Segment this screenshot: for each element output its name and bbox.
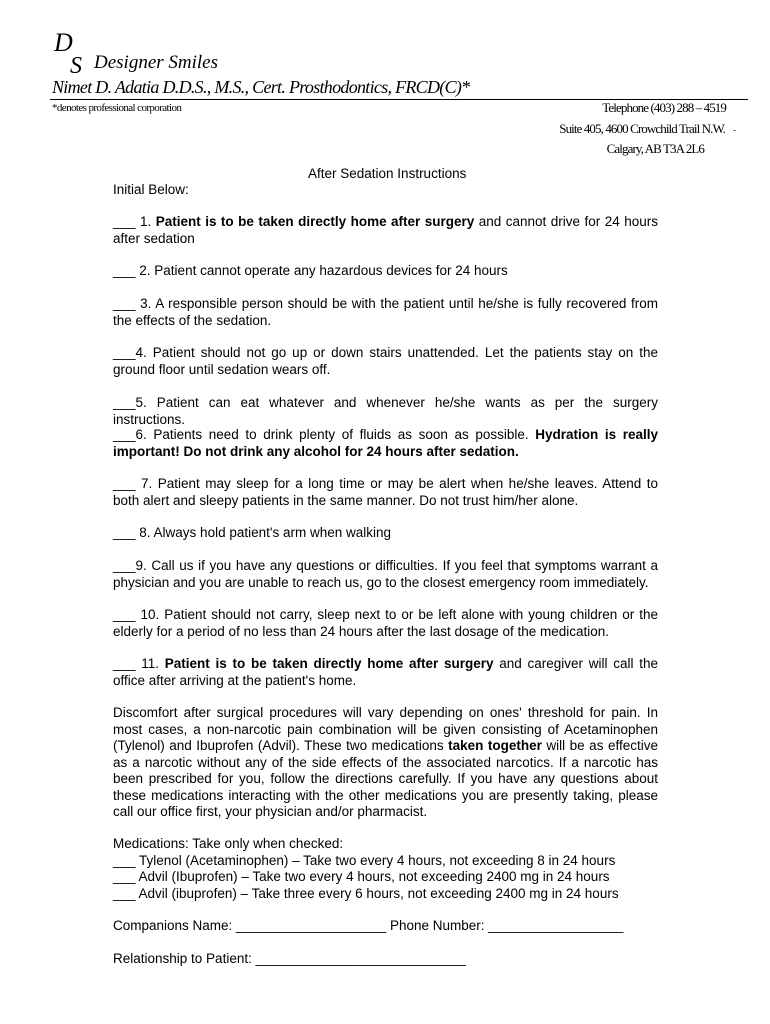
medications-heading: Medications: Take only when checked:	[113, 836, 344, 851]
initial-below-label: Initial Below:	[113, 182, 189, 197]
address-city: Calgary, AB T3A 2L6	[606, 141, 704, 156]
stray-mark: -	[733, 125, 736, 135]
instruction-item-8: ___ 8. Always hold patient's arm when walking	[113, 525, 391, 540]
instruction-item-3: ___ 3. A responsible person should be with the patient until he/she is fully recovered from the effects of the sedation.	[113, 296, 658, 328]
brand-name: Designer Smiles	[94, 52, 219, 73]
telephone: Telephone (403) 288 – 4519	[602, 100, 726, 115]
instruction-item-2: ___ 2. Patient cannot operate any hazardous devices for 24 hours	[113, 263, 508, 278]
instruction-item-6: ___6. Patients need to drink plenty of fluids as soon as possible. Hydration is really important! Do not drink any alcohol for 24 hours after sedation.	[113, 427, 658, 459]
instruction-item-4: ___4. Patient should not go up or down stairs unattended. Let the patients stay on the ground floor until sedation wears off.	[113, 345, 658, 377]
instruction-item-1: ___ 1. Patient is to be taken directly home after surgery and cannot drive for 24 hours after sedation	[113, 214, 658, 246]
medication-tylenol: ___ Tylenol (Acetaminophen) – Take two every 4 hours, not exceeding 8 in 24 hours	[113, 853, 616, 868]
doctor-credentials: Nimet D. Adatia D.D.S., M.S., Cert. Prosthodontics, FRCD(C)*	[52, 77, 470, 97]
instruction-item-11: ___ 11. Patient is to be taken directly home after surgery and caregiver will call the office after arriving at the patient's home.	[113, 656, 658, 688]
medication-advil-three: ___ Advil (ibuprofen) – Take three every 6 hours, not exceeding 2400 mg in 24 hours	[113, 886, 619, 901]
svg-text:D: D	[54, 28, 73, 57]
document-title: After Sedation Instructions	[308, 166, 467, 181]
instruction-item-5: ___5. Patient can eat whatever and whenever he/she wants as per the surgery instructions.	[113, 395, 658, 427]
medication-advil-two: ___ Advil (Ibuprofen) – Take two every 4 hours, not exceeding 2400 mg in 24 hours	[113, 869, 610, 884]
instruction-item-10: ___ 10. Patient should not carry, sleep next to or be left alone with young children or the elderly for a period of no less than 24 hours after the last dosage of the medication.	[113, 607, 658, 639]
corporation-note: *denotes professional corporation	[52, 102, 182, 114]
companion-name-phone-line: Companions Name: ____________________ Phone Number: __________________	[113, 918, 624, 933]
instruction-item-7: ___ 7. Patient may sleep for a long time or may be alert when he/she leaves. Attend to both alert and sleepy patients in the same manner. Do not trust him/her alone.	[113, 476, 658, 508]
address-suite: Suite 405, 4600 Crowchild Trail N.W.	[559, 121, 725, 136]
designer-smiles-logo	[52, 27, 96, 75]
svg-text:S: S	[70, 53, 82, 75]
instruction-item-9: ___9. Call us if you have any questions or difficulties. If you feel that symptoms warrant a physician and you are unable to reach us, go to the closest emergency room immediately.	[113, 558, 658, 590]
discomfort-paragraph: Discomfort after surgical procedures will vary depending on ones' threshold for pain. In most cases, a non-narcotic pain combination will be given consisting of Acetaminophen (Tylenol) and Ibuprofen (Advil). These two medications taken together will be as effective as a narcotic without any of the side effects of the associated narcotics. If a narcotic has been prescribed for you, follow the directions carefully. If you have any questions about these medications interacting with the other medications you are presently taking, please call our office first, your physician and/or pharmacist.	[113, 705, 658, 819]
relationship-line: Relationship to Patient: ____________________________	[113, 951, 466, 966]
